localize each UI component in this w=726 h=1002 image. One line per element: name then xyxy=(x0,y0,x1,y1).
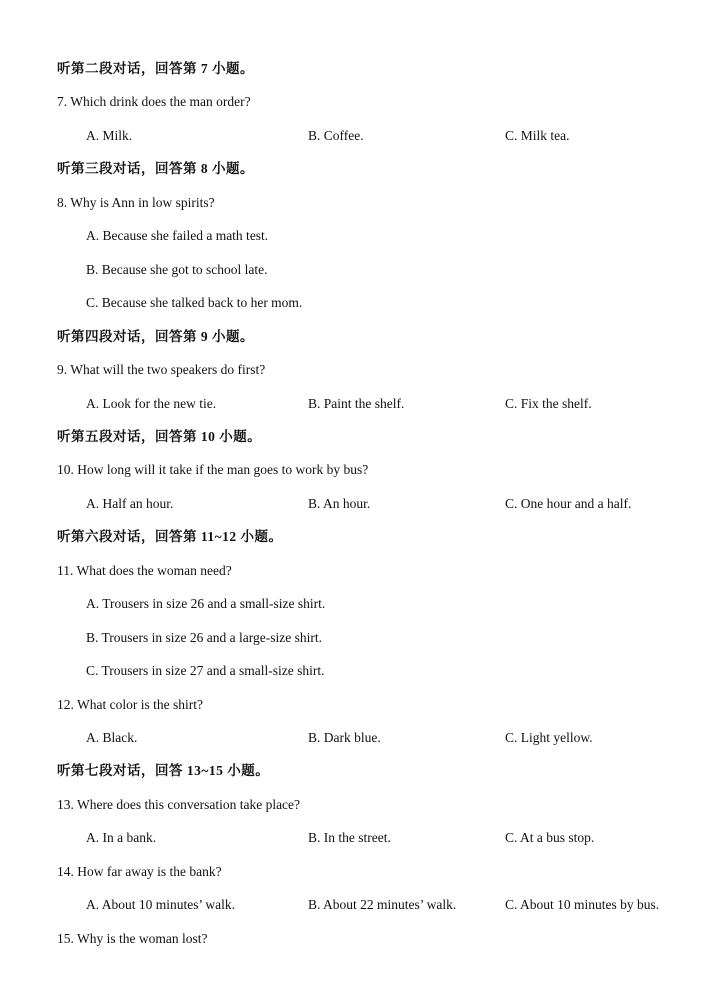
section-heading: 听第三段对话，回答第 8 小题。 xyxy=(57,161,254,177)
answer-option: B. About 22 minutes’ walk. xyxy=(308,897,457,913)
question-text: 10. How long will it take if the man goes to work by bus? xyxy=(57,462,369,478)
answer-option: B. An hour. xyxy=(308,495,371,511)
section-heading: 听第二段对话，回答第 7 小题。 xyxy=(57,61,254,76)
question-text: 13. Where does this conversation take place? xyxy=(57,796,301,812)
answer-option: A. About 10 minutes’ walk. xyxy=(86,897,235,913)
question-text: 11. What does the woman need? xyxy=(57,562,232,578)
answer-option: C. At a bus stop. xyxy=(505,830,595,846)
answer-option: B. Coffee. xyxy=(308,127,364,143)
answer-option: C. About 10 minutes by bus. xyxy=(505,897,660,913)
answer-option: B. In the street. xyxy=(308,830,391,846)
answer-option: C. Fix the shelf. xyxy=(505,395,592,411)
section-heading: 听第四段对话，回答第 9 小题。 xyxy=(57,328,254,344)
answer-option: A. Half an hour. xyxy=(86,495,174,511)
question-text: 8. Why is Ann in low spirits? xyxy=(57,194,215,210)
answer-option: A. Black. xyxy=(86,730,138,745)
answer-option: B. Because she got to school late. xyxy=(86,261,268,277)
question-text: 15. Why is the woman lost? xyxy=(57,930,208,946)
answer-option: C. Milk tea. xyxy=(505,127,570,143)
answer-option: A. Milk. xyxy=(86,127,133,143)
answer-option: C. Light yellow. xyxy=(505,730,593,745)
section-heading: 听第五段对话，回答第 10 小题。 xyxy=(57,428,262,444)
section-heading: 听第六段对话，回答第 11~12 小题。 xyxy=(57,529,283,545)
answer-option: A. Trousers in size 26 and a small-size shirt. xyxy=(86,596,326,612)
answer-option: C. Trousers in size 27 and a small-size shirt. xyxy=(86,663,325,679)
question-text: 14. How far away is the bank? xyxy=(57,863,222,879)
section-heading: 听第七段对话，回答 13~15 小题。 xyxy=(57,763,270,779)
answer-option: C. One hour and a half. xyxy=(505,495,632,511)
question-text: 7. Which drink does the man order? xyxy=(57,94,251,110)
answer-option: B. Dark blue. xyxy=(308,730,381,745)
answer-option: C. Because she talked back to her mom. xyxy=(86,295,303,311)
answer-option: A. In a bank. xyxy=(86,830,157,846)
question-text: 12. What color is the shirt? xyxy=(57,696,203,712)
answer-option: A. Look for the new tie. xyxy=(86,395,217,411)
answer-option: B. Trousers in size 26 and a large-size shirt. xyxy=(86,629,322,645)
answer-option: B. Paint the shelf. xyxy=(308,395,405,411)
answer-option: A. Because she failed a math test. xyxy=(86,228,269,244)
question-text: 9. What will the two speakers do first? xyxy=(57,362,266,378)
